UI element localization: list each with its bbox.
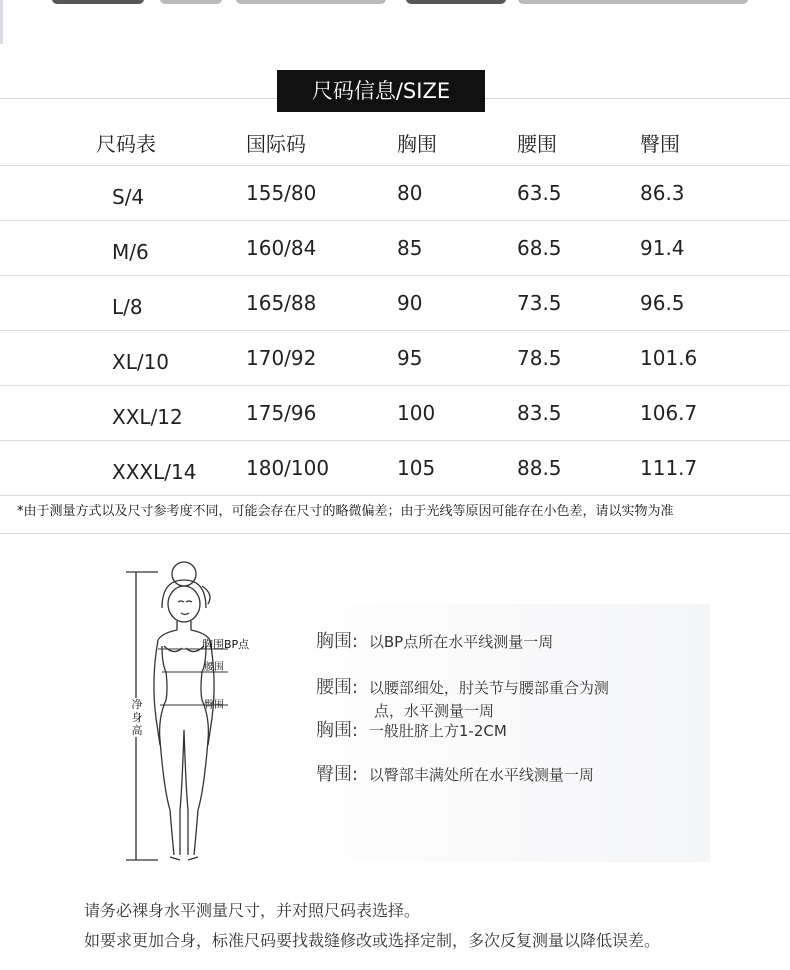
cell-size: S/4 xyxy=(112,185,145,209)
cell-intl: 165/88 xyxy=(246,291,317,315)
measure-waist xyxy=(316,673,609,699)
cell-intl: 180/100 xyxy=(246,456,330,480)
table-row xyxy=(0,386,790,441)
cell-waist: 68.5 xyxy=(517,236,562,260)
table-row xyxy=(0,441,790,496)
table-header-row xyxy=(0,120,790,166)
measure-key: 臀围: xyxy=(316,764,359,785)
measurement-advice xyxy=(84,896,660,970)
section-divider xyxy=(0,533,790,534)
cell-intl: 175/96 xyxy=(246,401,317,425)
section-title: 尺码信息/SIZE xyxy=(277,70,485,112)
bp-point-label: 胸围BP点 xyxy=(202,638,250,651)
cell-bust: 105 xyxy=(397,456,436,480)
cell-waist: 88.5 xyxy=(517,456,562,480)
cell-hip: 96.5 xyxy=(640,291,685,315)
header-bust: 胸围 xyxy=(397,132,437,156)
measure-key: 胸围: xyxy=(316,631,359,652)
hip-label: 臀围 xyxy=(204,700,224,711)
measure-hip xyxy=(316,760,594,786)
size-disclaimer: *由于测量方式以及尺寸参考度不同，可能会存在尺寸的略微偏差；由于光线等原因可能存在小色差，请以实物为准 xyxy=(17,504,674,519)
table-row xyxy=(0,276,790,331)
cropped-text-fragment xyxy=(52,0,144,4)
cell-bust: 80 xyxy=(397,181,423,205)
cell-hip: 101.6 xyxy=(640,346,698,370)
cell-waist: 78.5 xyxy=(517,346,562,370)
cell-intl: 160/84 xyxy=(246,236,317,260)
cell-intl: 155/80 xyxy=(246,181,317,205)
header-international-size: 国际码 xyxy=(246,132,306,156)
cell-size: L/8 xyxy=(112,295,143,319)
table-row xyxy=(0,166,790,221)
waist-label: 腰围 xyxy=(204,662,224,673)
cell-waist: 73.5 xyxy=(517,291,562,315)
cropped-text-fragment xyxy=(160,0,222,4)
left-edge-mark xyxy=(0,0,3,44)
cell-bust: 90 xyxy=(397,291,423,315)
header-hip: 臀围 xyxy=(640,132,680,156)
header-waist: 腰围 xyxy=(517,132,557,156)
measure-key: 腰围: xyxy=(316,677,359,698)
size-table xyxy=(0,120,790,496)
cell-waist: 83.5 xyxy=(517,401,562,425)
measure-key: 胸围: xyxy=(316,720,359,741)
table-row xyxy=(0,221,790,276)
advice-line-1: 请务必裸身水平测量尺寸，并对照尺码表选择。 xyxy=(84,901,421,920)
cell-waist: 63.5 xyxy=(517,181,562,205)
cropped-text-fragment xyxy=(518,0,748,4)
measure-text: 以腰部细处，肘关节与腰部重合为测 xyxy=(368,679,609,697)
cell-size: XL/10 xyxy=(112,350,170,374)
cell-hip: 86.3 xyxy=(640,181,685,205)
cell-hip: 111.7 xyxy=(640,456,698,480)
height-label: 净身高 xyxy=(131,698,143,737)
cropped-top-strip xyxy=(0,0,790,44)
measure-text: 以臀部丰满处所在水平线测量一周 xyxy=(368,766,594,784)
cell-hip: 106.7 xyxy=(640,401,698,425)
body-measurement-figure xyxy=(118,560,278,870)
measure-bust-alt xyxy=(316,716,507,742)
cell-size: XXL/12 xyxy=(112,405,183,429)
cell-bust: 100 xyxy=(397,401,436,425)
cell-size: M/6 xyxy=(112,240,149,264)
table-row xyxy=(0,331,790,386)
cropped-text-fragment xyxy=(236,0,386,4)
advice-line-3-cropped xyxy=(84,956,660,970)
measure-text: 点，水平测量一周 xyxy=(374,702,495,720)
cell-intl: 170/92 xyxy=(246,346,317,370)
advice-line-2: 如要求更加合身，标准尺码要找裁缝修改或选择定制，多次反复测量以降低误差。 xyxy=(84,931,661,950)
cell-size: XXXL/14 xyxy=(112,460,197,484)
measure-text: 一般肚脐上方1-2CM xyxy=(368,722,507,740)
measure-text: 以BP点所在水平线测量一周 xyxy=(368,633,554,651)
cell-hip: 91.4 xyxy=(640,236,685,260)
cropped-text-fragment xyxy=(406,0,506,4)
cell-bust: 85 xyxy=(397,236,423,260)
cell-bust: 95 xyxy=(397,346,423,370)
header-size-chart: 尺码表 xyxy=(96,132,156,156)
measure-bust xyxy=(316,627,553,653)
